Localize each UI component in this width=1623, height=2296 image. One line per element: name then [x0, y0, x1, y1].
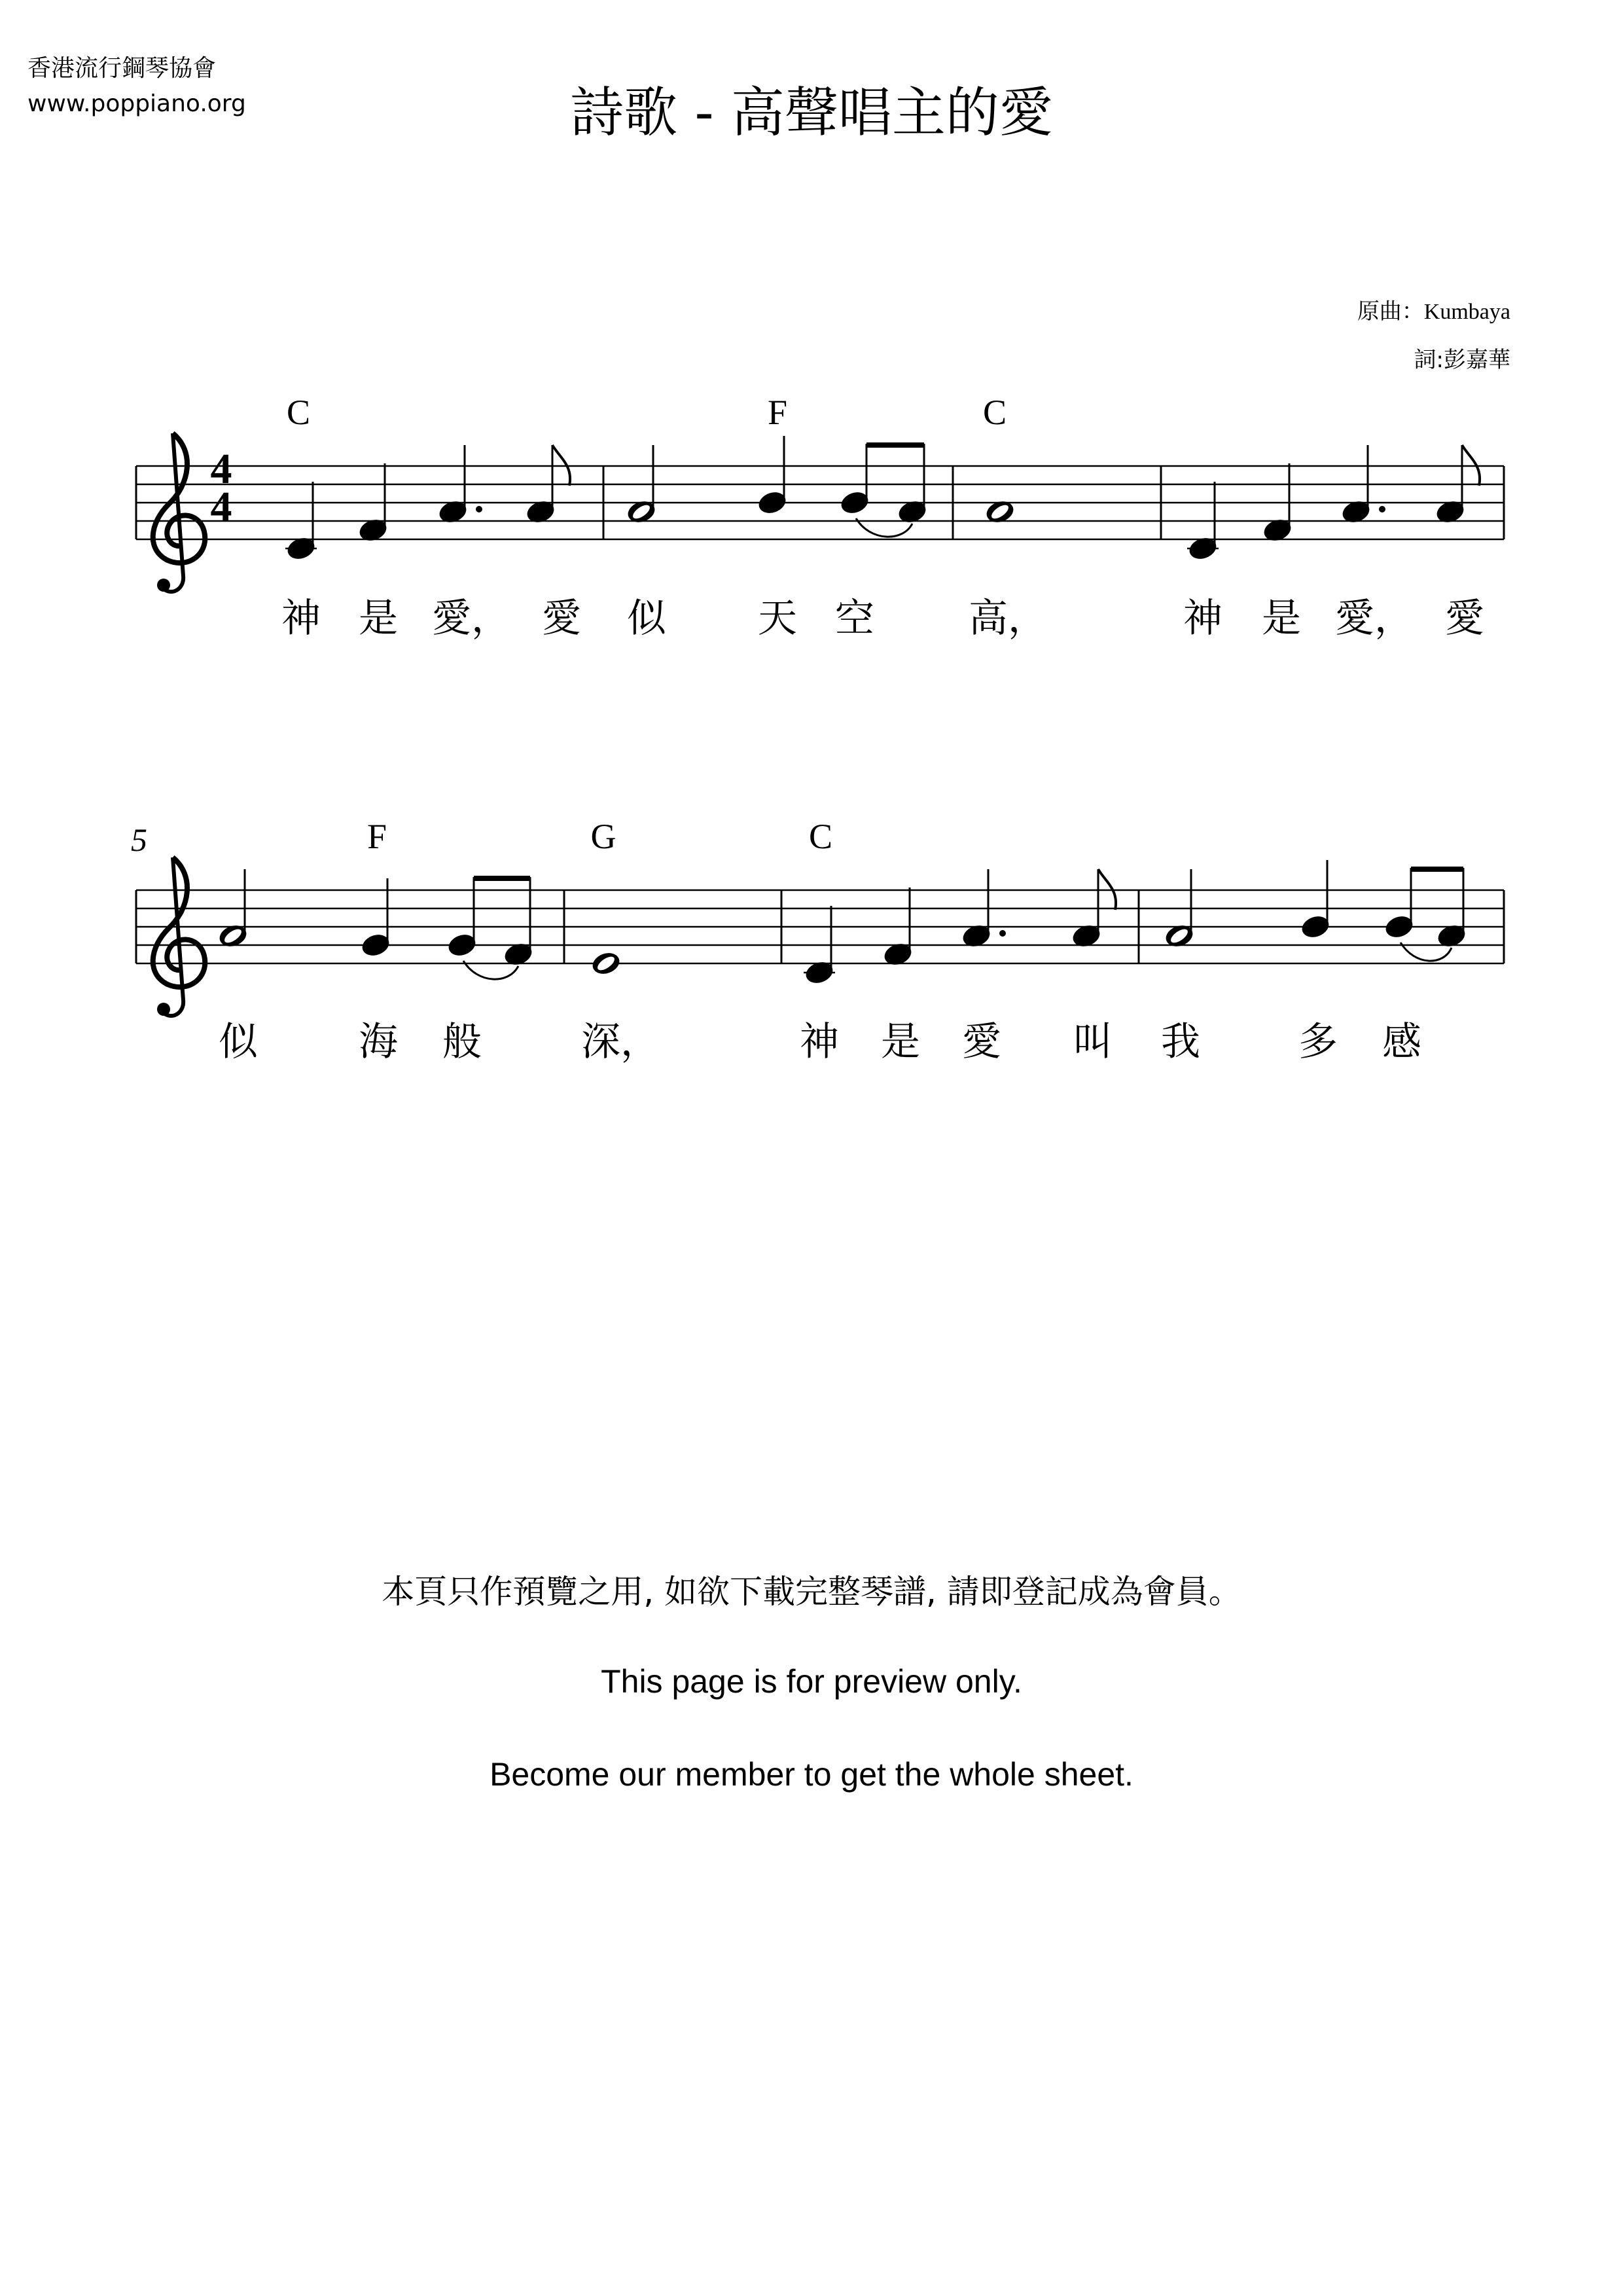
- lyric-syllable: 海: [359, 1019, 398, 1065]
- publisher-name: 香港流行鋼琴協會: [27, 55, 217, 82]
- lyric-syllable: 愛，: [1335, 596, 1414, 641]
- preview-notice-en-2: Become our member to get the whole sheet.: [490, 1756, 1133, 1793]
- chord-symbol: C: [286, 393, 311, 432]
- page-title: 詩歌 - 高聲唱主的愛: [570, 82, 1053, 144]
- lyric-syllable: 感: [1382, 1019, 1421, 1065]
- treble-clef-icon: [153, 433, 205, 592]
- lyric-syllable: 愛: [962, 1019, 1001, 1065]
- lyric-syllable: 空: [835, 596, 874, 641]
- lyric-syllable: 是: [1262, 596, 1301, 641]
- measure-number: 5: [131, 821, 147, 858]
- treble-clef-icon: [153, 857, 205, 1016]
- chord-symbol: F: [767, 393, 788, 432]
- measure-7: [803, 869, 1116, 986]
- chord-symbol: G: [590, 817, 616, 856]
- lyric-syllable: 高，: [969, 596, 1047, 641]
- time-signature-top: 4: [210, 445, 232, 493]
- lyric-syllable: 愛: [542, 596, 581, 641]
- lyric-syllable: 叫: [1073, 1019, 1113, 1065]
- original-song-credit: 原曲：Kumbaya: [1357, 300, 1510, 324]
- lyric-syllable: 般: [442, 1019, 482, 1065]
- lyric-syllable: 天: [758, 596, 797, 641]
- preview-notice-en-1: This page is for preview only.: [601, 1663, 1022, 1700]
- lyricist-credit: 詞:彭嘉華: [1414, 347, 1510, 373]
- lyric-syllable: 神: [1183, 596, 1222, 641]
- lyric-syllable: 愛: [1445, 596, 1484, 641]
- measure-4: [1186, 445, 1480, 562]
- lyric-syllable: 似: [627, 596, 666, 641]
- staff-lines-1: [136, 466, 1504, 539]
- staff-system-2: [131, 817, 1504, 1016]
- chord-symbol: C: [808, 817, 833, 856]
- publisher-url[interactable]: www.poppiano.org: [27, 90, 246, 117]
- lyric-syllable: 神: [800, 1019, 839, 1065]
- preview-notice-zh: 本頁只作預覽之用, 如欲下載完整琴譜, 請即登記成為會員。: [382, 1573, 1241, 1611]
- lyric-syllable: 神: [281, 596, 321, 641]
- staff-lines-2: [136, 890, 1504, 963]
- chord-symbol: C: [982, 393, 1007, 432]
- lyric-syllable: 似: [219, 1019, 258, 1065]
- lyric-syllable: 是: [359, 596, 398, 641]
- lyric-syllable: 深，: [581, 1019, 660, 1065]
- staff-system-1: [136, 393, 1504, 592]
- lyric-syllable: 我: [1161, 1019, 1200, 1065]
- measure-6: [590, 950, 622, 978]
- measure-1: [285, 445, 570, 562]
- lyric-syllable: 愛，: [432, 596, 510, 641]
- lyric-syllable: 多: [1298, 1019, 1338, 1065]
- time-signature-bottom: 4: [210, 483, 232, 531]
- lyric-syllable: 是: [881, 1019, 920, 1065]
- chord-symbol: F: [366, 817, 387, 856]
